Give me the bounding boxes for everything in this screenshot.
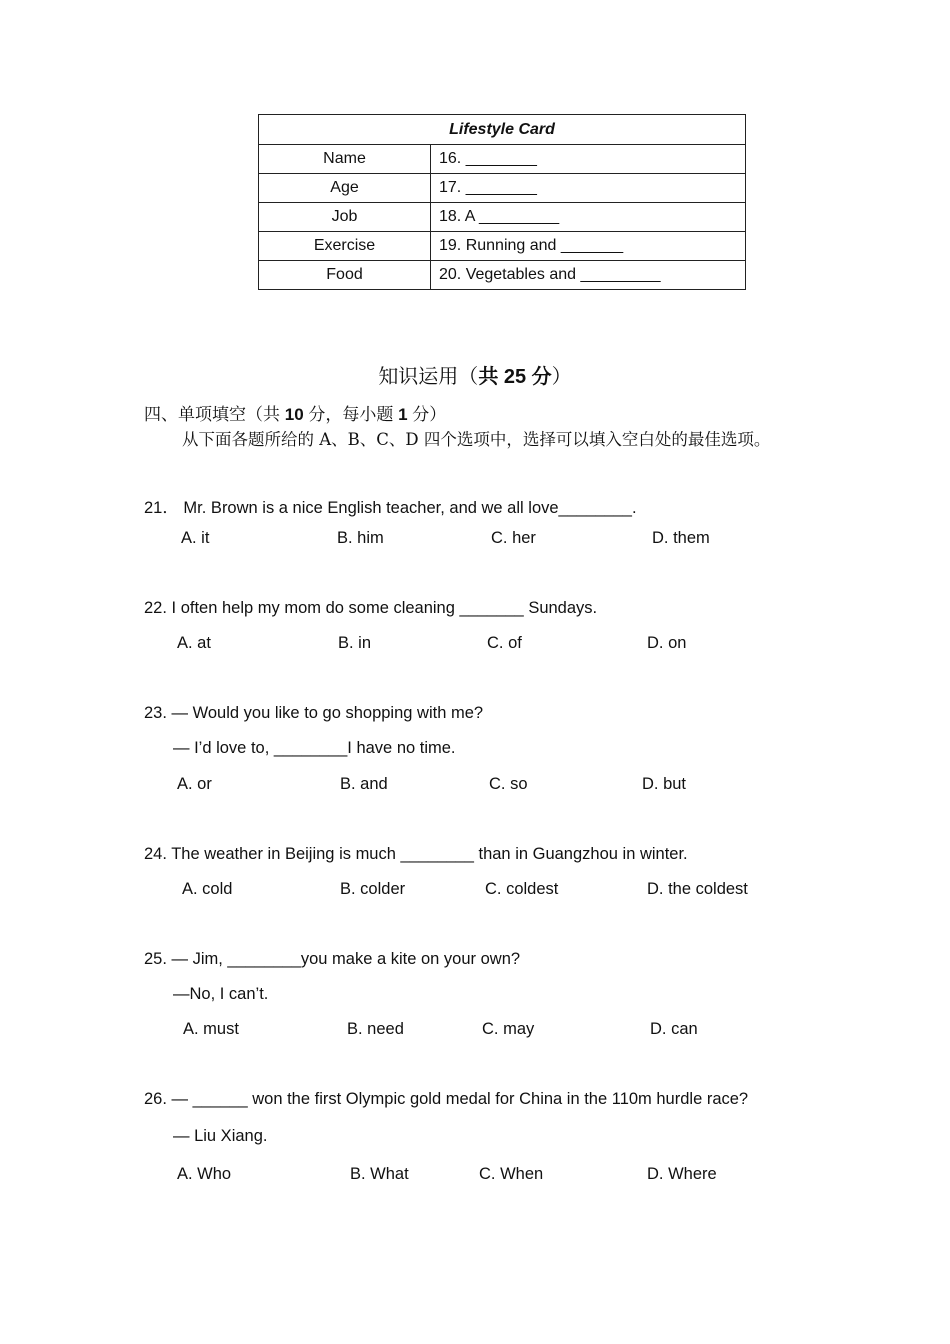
card-value-name: 16. ________ (431, 145, 746, 174)
part-instruction: 从下面各题所给的 A、B、C、D 四个选项中，选择可以填入空白处的最佳选项。 (182, 430, 771, 449)
question-21-option-c: C. her (491, 529, 536, 547)
table-row (259, 203, 746, 232)
part-heading (144, 400, 446, 425)
question-23-option-d: D. but (642, 775, 687, 793)
part-heading-prefix: 四、单项填空（共 (144, 405, 285, 424)
question-26-option-b: B. What (350, 1165, 409, 1183)
question-22-option-c: C. of (487, 634, 522, 652)
question-24-option-a: A. cold (182, 880, 233, 898)
question-25-stem: 25. — Jim, ________you make a kite on your own? (144, 950, 521, 968)
question-25-option-d: D. can (650, 1020, 698, 1038)
card-value-exercise: 19. Running and _______ (431, 232, 746, 261)
question-25-option-a: A. must (183, 1020, 239, 1038)
question-21-option-d: D. them (652, 529, 710, 547)
question-24-option-b: B. colder (340, 880, 406, 898)
question-24-option-c: C. coldest (485, 880, 559, 898)
question-21-option-b: B. him (337, 529, 384, 547)
card-value-age: 17. ________ (431, 174, 746, 203)
part-heading-points: 10 (284, 405, 304, 424)
lifestyle-card-table (258, 114, 746, 290)
question-26-option-c: C. When (479, 1165, 544, 1183)
question-21-stem: 21． Mr. Brown is a nice English teacher, and we all love________. (144, 499, 637, 517)
table-row (259, 261, 746, 290)
question-21-option-a: A. it (181, 529, 210, 547)
question-25-reply: —No, I can’t. (173, 985, 269, 1003)
part-heading-each: 1 (398, 405, 408, 424)
question-23-option-c: C. so (489, 775, 528, 793)
part-heading-mid: 分，每小题 (303, 405, 399, 424)
part-heading-suffix: 分） (407, 405, 447, 424)
card-label-job: Job (259, 203, 431, 232)
question-26-stem: 26. — ______ won the first Olympic gold medal for China in the 110m hurdle race? (144, 1090, 749, 1108)
card-label-name: Name (259, 145, 431, 174)
question-23-option-b: B. and (340, 775, 388, 793)
card-label-food: Food (259, 261, 431, 290)
card-value-job: 18. A _________ (431, 203, 746, 232)
question-23-reply: — I’d love to, ________I have no time. (173, 739, 456, 757)
question-26-option-d: D. Where (647, 1165, 717, 1183)
section-title (0, 360, 950, 389)
table-row (259, 145, 746, 174)
question-23-option-a: A. or (177, 775, 212, 793)
section-title-prefix: 知识运用（ (378, 366, 479, 388)
card-value-food: 20. Vegetables and _________ (431, 261, 746, 290)
table-row (259, 232, 746, 261)
question-22-stem: 22. I often help my mom do some cleaning _______ Sundays. (144, 599, 598, 617)
question-24-option-d: D. the coldest (647, 880, 748, 898)
question-25-option-b: B. need (347, 1020, 404, 1038)
section-title-points: 共 25 分 (478, 366, 552, 388)
lifestyle-card-title: Lifestyle Card (259, 115, 746, 145)
question-26-option-a: A. Who (177, 1165, 232, 1183)
question-22-option-d: D. on (647, 634, 687, 652)
card-label-exercise: Exercise (259, 232, 431, 261)
question-25-option-c: C. may (482, 1020, 535, 1038)
question-23-stem: 23. — Would you like to go shopping with me? (144, 704, 484, 722)
question-22-option-a: A. at (177, 634, 211, 652)
table-row (259, 174, 746, 203)
card-label-age: Age (259, 174, 431, 203)
question-24-stem: 24. The weather in Beijing is much ________ than in Guangzhou in winter. (144, 845, 688, 863)
question-22-option-b: B. in (338, 634, 372, 652)
question-26-reply: — Liu Xiang. (173, 1127, 268, 1145)
section-title-suffix: ） (551, 366, 572, 388)
